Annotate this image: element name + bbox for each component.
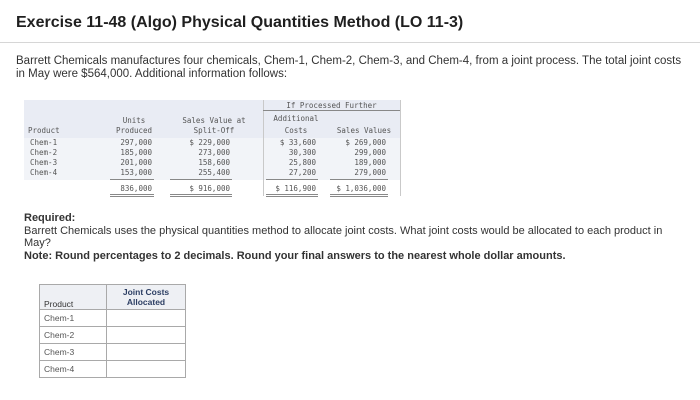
double-rule-ac-2	[266, 196, 318, 197]
double-rule-ac-1	[266, 194, 318, 195]
answer-product-chem-2: Chem-2	[40, 327, 107, 344]
double-rule-sv-1	[170, 194, 232, 195]
row-2-product: Chem-2	[30, 148, 58, 157]
answer-row	[40, 310, 186, 327]
row-1-sv: $ 229,000	[189, 138, 230, 147]
totals-rule-sv	[170, 179, 232, 180]
totals-rule-ac	[266, 179, 318, 180]
row-3-units: 201,000	[120, 158, 152, 167]
answer-row	[40, 327, 186, 344]
col-header-sv-2: Split-Off	[193, 126, 235, 135]
double-rule-units-1	[110, 194, 154, 195]
answer-product-chem-4: Chem-4	[40, 361, 107, 378]
required-label: Required:	[24, 212, 76, 224]
exercise-title: Exercise 11-48 (Algo) Physical Quantities Method (LO 11-3)	[16, 14, 464, 31]
row-3-product: Chem-3	[30, 158, 58, 167]
totals-rule-units	[110, 179, 154, 180]
total-sv: $ 916,000	[189, 184, 230, 193]
required-section	[24, 212, 684, 262]
answer-cell-chem-2[interactable]	[107, 327, 186, 344]
row-1-sales: $ 269,000	[345, 138, 386, 147]
group-right-border	[400, 100, 401, 196]
col-header-ac-1: Additional	[273, 114, 319, 123]
answer-header-joint-costs: Joint Costs Allocated	[107, 285, 186, 310]
row-3-ac: 25,800	[288, 158, 316, 167]
group-header: If Processed Further	[286, 101, 377, 110]
row-4-sv: 255,400	[198, 168, 230, 177]
rounding-note: Note: Round percentages to 2 decimals. Round your final answers to the nearest whole dollar amounts.	[24, 249, 566, 262]
joint-cost-input-chem-2[interactable]	[109, 328, 185, 342]
col-header-ac-2: Costs	[284, 126, 308, 135]
answer-row	[40, 361, 186, 378]
answer-table	[39, 284, 186, 378]
double-rule-units-2	[110, 196, 154, 197]
answer-cell-chem-1[interactable]	[107, 310, 186, 327]
row-3-sv: 158,600	[198, 158, 230, 167]
total-ac: $ 116,900	[275, 184, 316, 193]
intro-text: Barrett Chemicals manufactures four chemicals, Chem-1, Chem-2, Chem-3, and Chem-4, from a joint process. The total joint costs in May were $564,000. Additional information follows:	[16, 55, 682, 80]
col-header-product: Product	[28, 126, 60, 135]
row-4-sales: 279,000	[354, 168, 386, 177]
row-4-product: Chem-4	[30, 168, 58, 177]
joint-cost-input-chem-1[interactable]	[109, 311, 185, 325]
row-2-sv: 273,000	[198, 148, 230, 157]
total-sales: $ 1,036,000	[336, 184, 386, 193]
title-divider	[0, 42, 700, 43]
row-4-units: 153,000	[120, 168, 152, 177]
row-2-ac: 30,300	[288, 148, 316, 157]
row-4-ac: 27,200	[288, 168, 316, 177]
joint-cost-input-chem-3[interactable]	[109, 345, 185, 359]
col-header-units-1: Units	[122, 116, 146, 125]
answer-row	[40, 344, 186, 361]
double-rule-sales-1	[330, 194, 388, 195]
totals-rule-sales	[330, 179, 388, 180]
answer-cell-chem-4[interactable]	[107, 361, 186, 378]
row-1-ac: $ 33,600	[279, 138, 316, 147]
row-2-sales: 299,000	[354, 148, 386, 157]
row-1-units: 297,000	[120, 138, 152, 147]
total-units: 836,000	[120, 184, 152, 193]
row-1-product: Chem-1	[30, 138, 58, 147]
col-header-sales: Sales Values	[336, 126, 392, 135]
double-rule-sv-2	[170, 196, 232, 197]
answer-header-product: Product	[40, 285, 107, 310]
joint-cost-input-chem-4[interactable]	[109, 362, 185, 376]
answer-product-chem-3: Chem-3	[40, 344, 107, 361]
answer-cell-chem-3[interactable]	[107, 344, 186, 361]
col-header-units-2: Produced	[115, 126, 153, 135]
col-header-sv-1: Sales Value at	[182, 116, 246, 125]
double-rule-sales-2	[330, 196, 388, 197]
required-text: Barrett Chemicals uses the physical quantities method to allocate joint costs. What joint costs would be allocated to each product in May?	[24, 224, 663, 249]
row-3-sales: 189,000	[354, 158, 386, 167]
answer-product-chem-1: Chem-1	[40, 310, 107, 327]
row-2-units: 185,000	[120, 148, 152, 157]
